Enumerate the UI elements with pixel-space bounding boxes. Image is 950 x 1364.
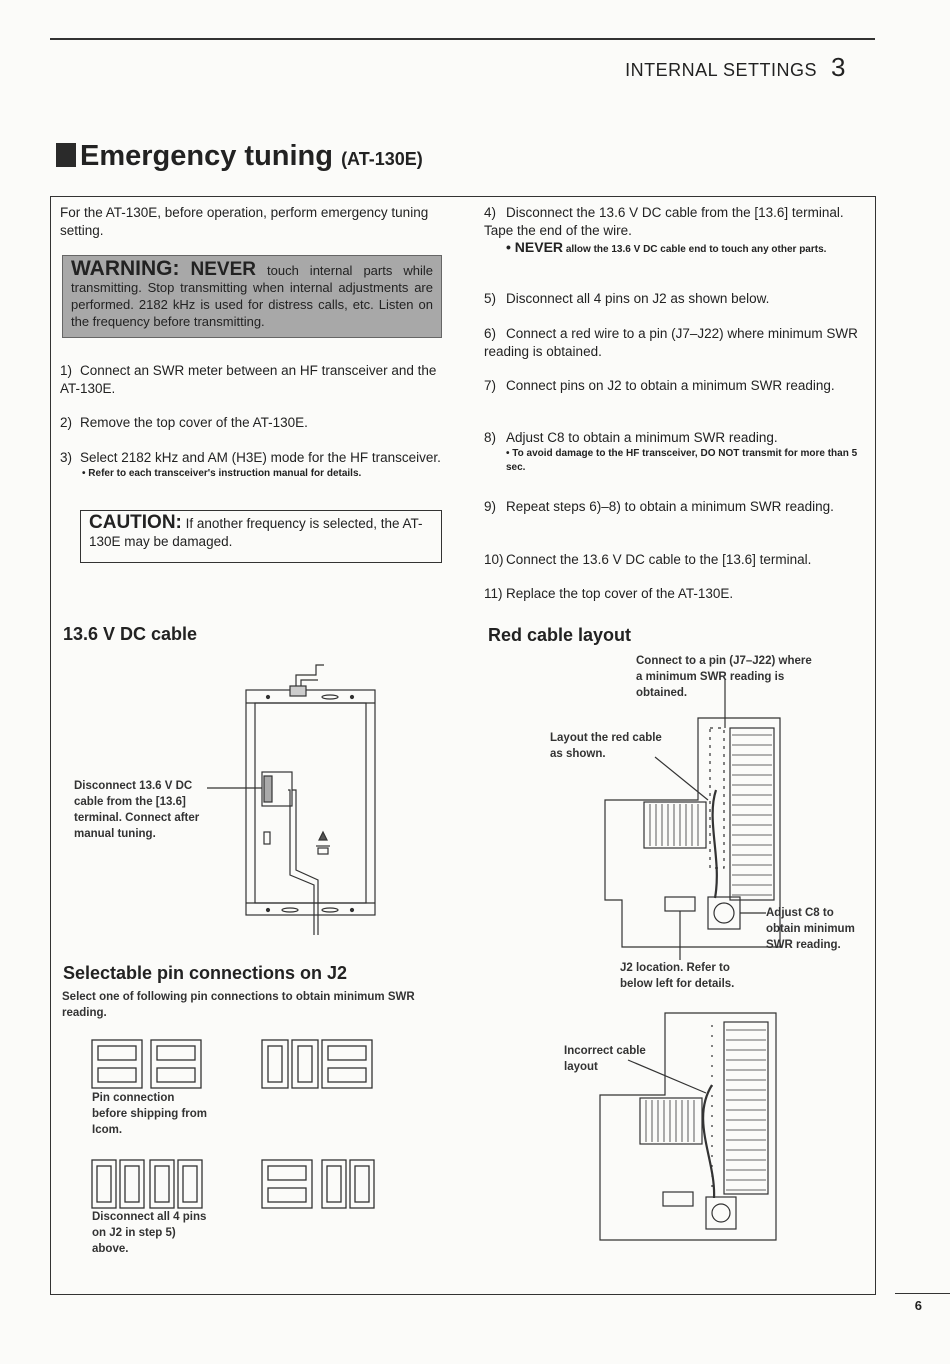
caution-text: If another frequency is selected, the AT-130E may be damaged. — [89, 516, 423, 549]
chapter-number: 3 — [831, 52, 846, 82]
step-number: 3) — [60, 450, 73, 465]
step-text: Connect an SWR meter between an HF transceiver and the AT-130E. — [60, 363, 437, 396]
step-number: 7) — [484, 378, 497, 393]
title-main: Emergency tuning — [80, 140, 333, 172]
red-cable-callout-j2: J2 location. Refer to below left for details. — [620, 962, 735, 990]
step-8-note: • To avoid damage to the HF transceiver, DO NOT transmit for more than 5 sec. — [506, 448, 858, 473]
step-text: Connect the 13.6 V DC cable to the [13.6] terminal. — [506, 552, 812, 567]
step-number: 8) — [484, 430, 497, 445]
pins-intro: Select one of following pin connections to obtain minimum SWR reading. — [62, 991, 415, 1019]
step-number: 11) — [484, 586, 503, 601]
warning-label: WARNING: — [71, 257, 180, 280]
step-text: Replace the top cover of the AT-130E. — [506, 586, 734, 601]
step-number: 5) — [484, 291, 497, 306]
intro-text: For the AT-130E, before operation, perform emergency tuning setting. — [60, 205, 429, 238]
step-text: Disconnect all 4 pins on J2 as shown below. — [506, 291, 770, 306]
warning-text: touch internal parts while transmitting. Stop transmitting when internal adjustments are performed. 2182 kHz is used for distress calls, etc. Listen on the frequency before transmitting. — [71, 263, 433, 329]
step-text: Connect pins on J2 to obtain a minimum SWR reading. — [506, 378, 835, 393]
pins-caption-shipping: Pin connection before shipping from Icom. — [92, 1092, 207, 1136]
pins-caption-disconnect: Disconnect all 4 pins on J2 in step 5) above. — [92, 1211, 207, 1255]
step-number: 2) — [60, 415, 73, 430]
red-cable-callout-layout: Layout the red cable as shown. — [550, 732, 662, 760]
step-text: Adjust C8 to obtain a minimum SWR reading. — [506, 430, 778, 445]
red-cable-callout-c8: Adjust C8 to obtain minimum SWR reading. — [766, 907, 855, 951]
step-text: Disconnect the 13.6 V DC cable from the [13.6] terminal. Tape the end of the wire. — [484, 205, 844, 238]
step-number: 4) — [484, 205, 497, 220]
edge-mark — [895, 1293, 950, 1294]
step-text: Repeat steps 6)–8) to obtain a minimum SWR reading. — [506, 499, 834, 514]
section-title: INTERNAL SETTINGS — [625, 60, 818, 80]
step-number: 6) — [484, 326, 497, 341]
step-number: 9) — [484, 499, 497, 514]
dc-cable-callout: Disconnect 13.6 V DC cable from the [13.6] terminal. Connect after manual tuning. — [74, 780, 200, 840]
dc-cable-heading: 13.6 V DC cable — [63, 624, 198, 644]
red-cable-callout-top: Connect to a pin (J7–J22) where a minimum SWR reading is obtained. — [636, 655, 812, 699]
red-cable-callout-incorrect: Incorrect cable layout — [564, 1045, 646, 1073]
caution-label: CAUTION: — [89, 512, 182, 533]
red-cable-heading: Red cable layout — [488, 625, 632, 645]
step-number: 1) — [60, 363, 73, 378]
pins-heading: Selectable pin connections on J2 — [63, 963, 348, 983]
step-4-note-text: allow the 13.6 V DC cable end to touch any other parts. — [565, 244, 827, 255]
step-3-note: • Refer to each transceiver's instruction manual for details. — [82, 468, 362, 479]
page-number: 6 — [914, 1298, 922, 1313]
title-model: (AT-130E) — [341, 149, 423, 169]
step-text: Connect a red wire to a pin (J7–J22) where minimum SWR reading is obtained. — [484, 326, 858, 359]
step-4-never: • NEVER — [506, 239, 564, 255]
step-text: Remove the top cover of the AT-130E. — [80, 415, 308, 430]
warning-never: NEVER — [190, 259, 256, 280]
step-text: Select 2182 kHz and AM (H3E) mode for the HF transceiver. — [80, 450, 441, 465]
step-number: 10) — [484, 552, 504, 567]
